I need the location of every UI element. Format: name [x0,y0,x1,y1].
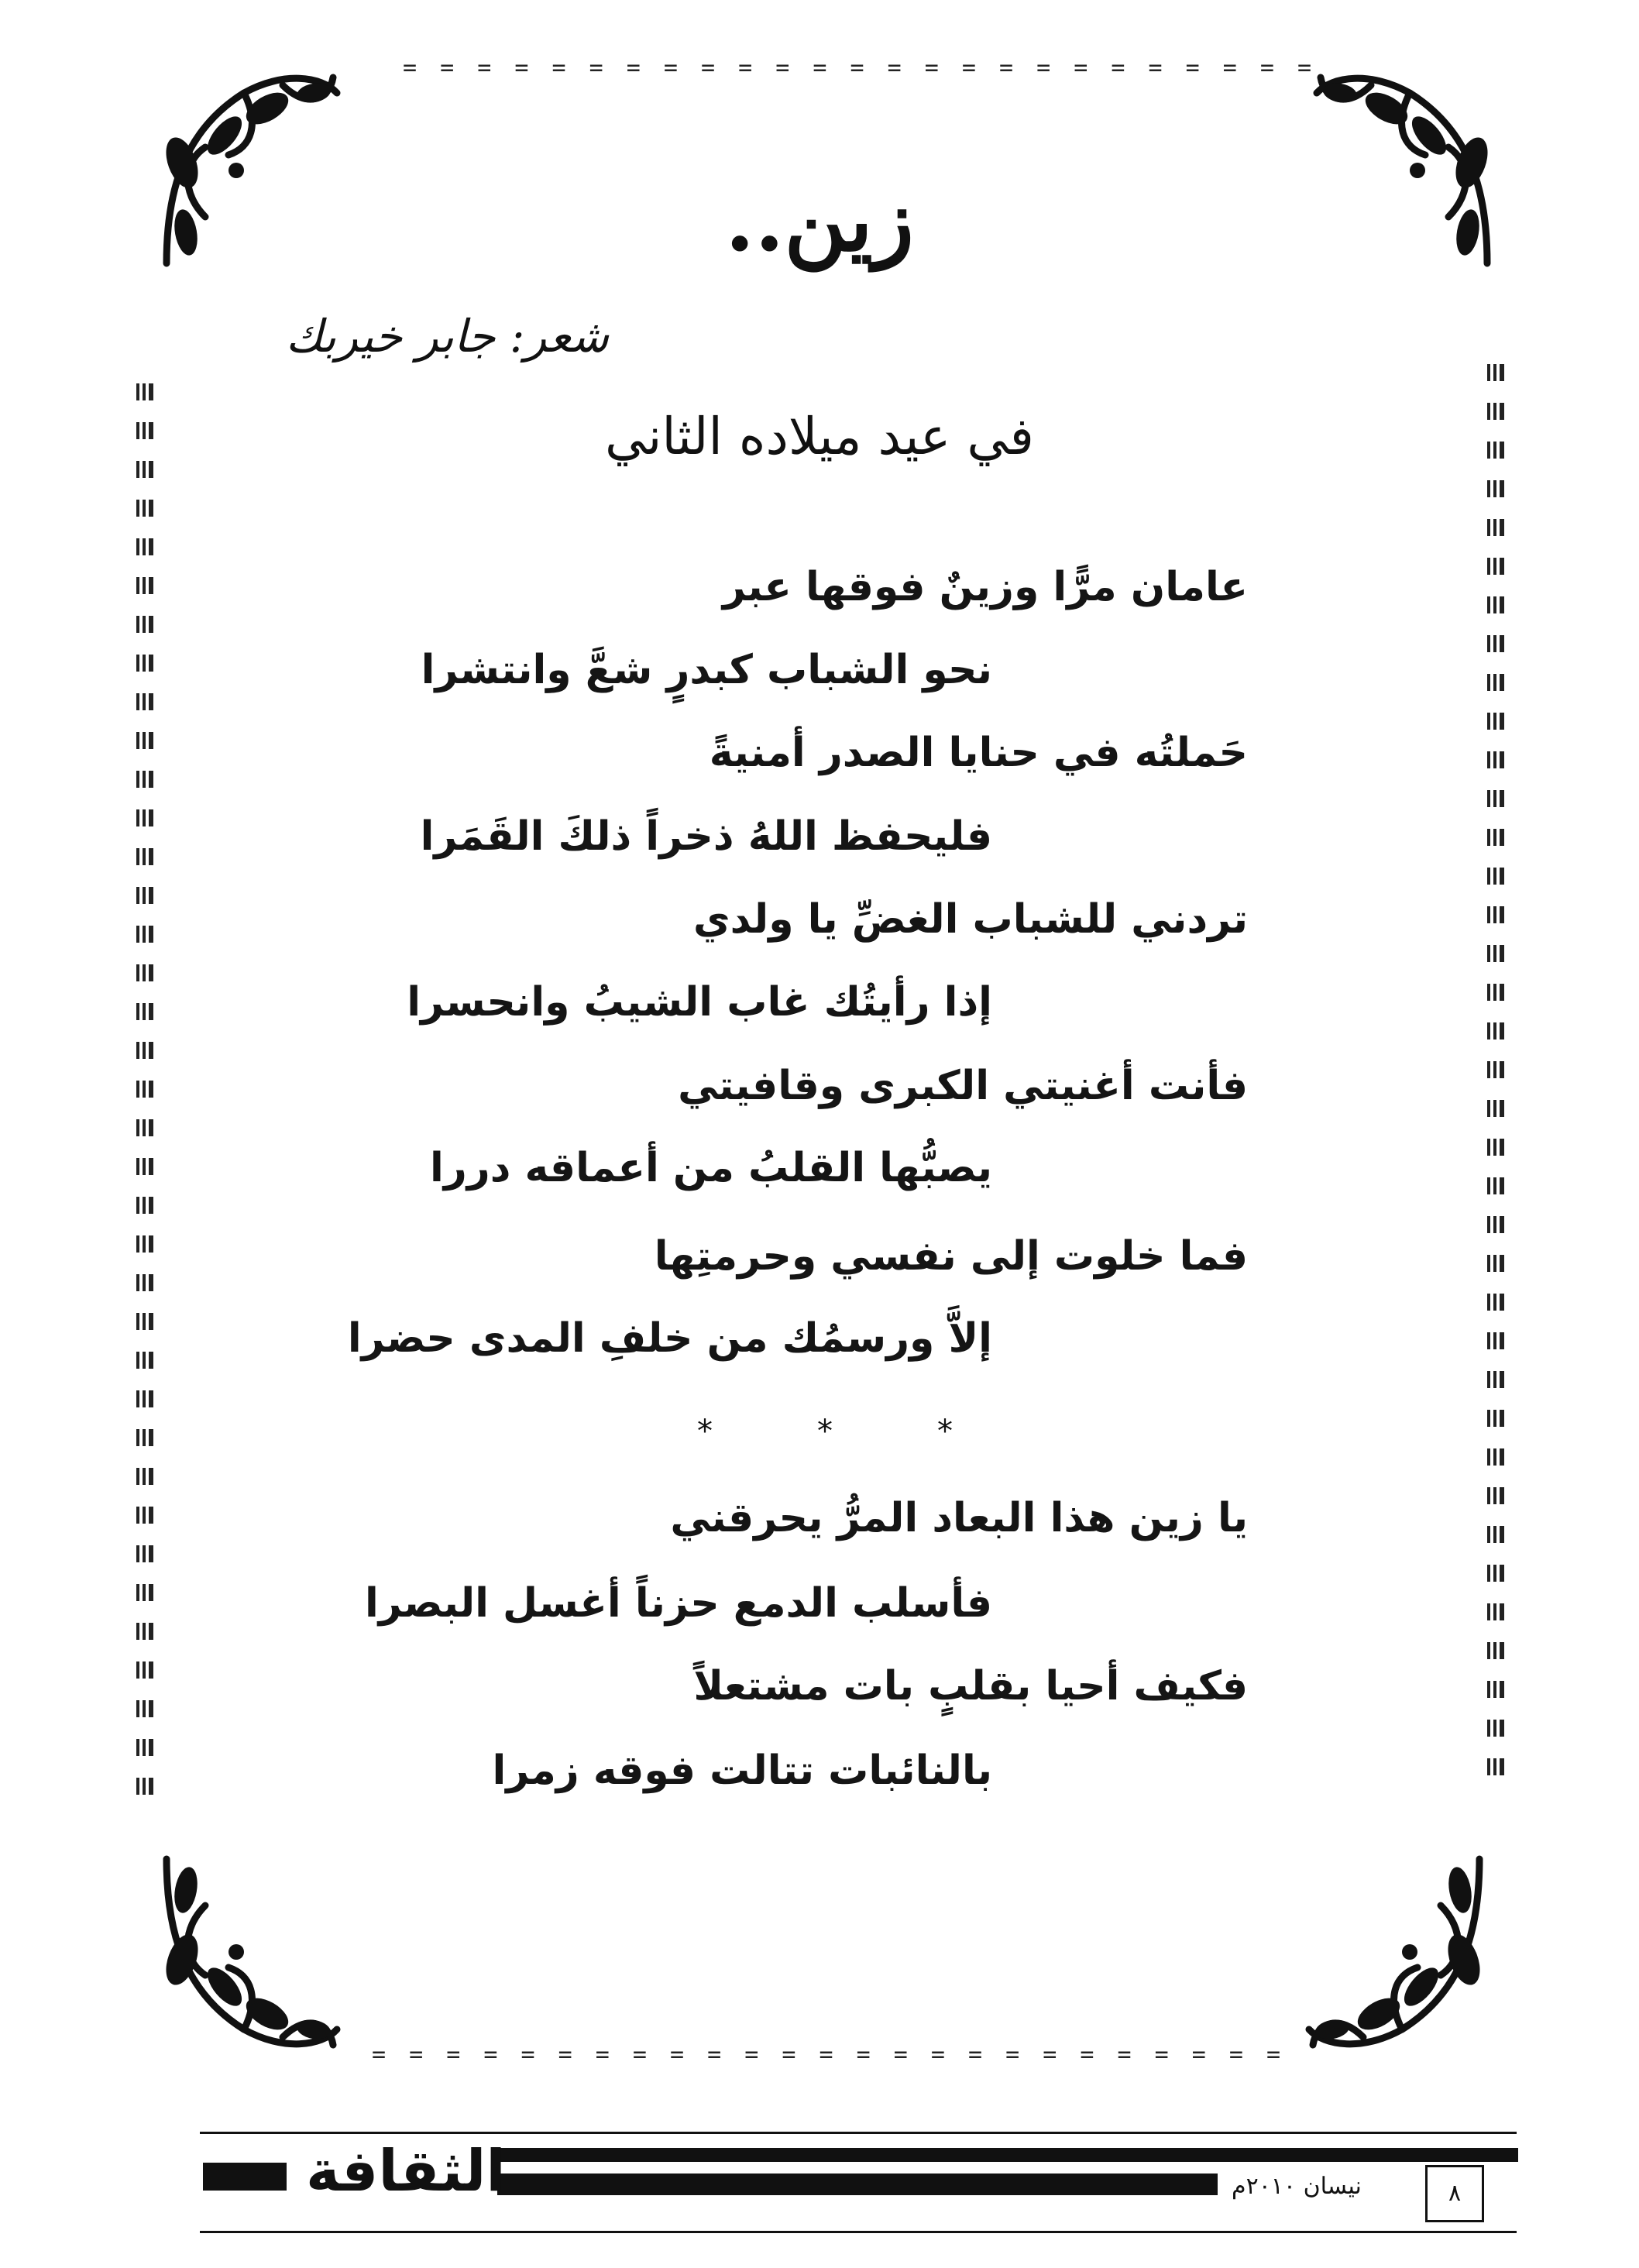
right-side-border [1487,364,1504,1782]
verse-4-second-hemistich: يصبُّها القلبُ من أعماقه دررا [430,1145,992,1191]
footer-rule-thin [200,2132,1517,2134]
verse-6-second-hemistich: فأسلب الدمع حزناً أغسل البصرا [364,1580,992,1627]
stanza-separator [697,1414,953,1449]
verse-5-first-hemistich: فما خلوت إلى نفسي وحرمتِها [654,1233,1248,1280]
verse-6-first-hemistich: يا زين هذا البعاد المرُّ يحرقني [670,1495,1248,1541]
verse-7-first-hemistich: فكيف أحيا بقلبٍ بات مشتعلاً [693,1663,1248,1710]
bottom-left-ornament-icon [151,1844,345,2060]
verse-2-first-hemistich: حَملتُه في حنايا الصدر أمنيةً [709,730,1248,776]
verse-1-first-hemistich: عامان مرًّا وزينٌ فوقها عبر [722,564,1248,610]
verse-5-second-hemistich: إلاَّ ورسمُك من خلفِ المدى حضرا [347,1315,992,1362]
separator-star: * [697,1414,713,1449]
poet-credit: شعر: جابر خيربك [285,310,609,363]
issue-date: نيسان ٢٠١٠م [1232,2173,1362,2200]
verse-1-second-hemistich: نحو الشباب كبدرٍ شعَّ وانتشرا [421,647,992,693]
bottom-dashed-rule: = = = = = = = = = = = = = = = = = = = = = = = = = [372,2041,1286,2068]
verse-7-second-hemistich: بالنائبات تتالت فوقه زمرا [492,1747,992,1794]
footer-rule-main-bar-lower [497,2174,1218,2195]
verse-4-first-hemistich: فأنت أغنيتي الكبرى وقافيتي [678,1063,1248,1109]
top-dashed-rule: = = = = = = = = = = = = = = = = = = = = = = = = = [403,54,1317,81]
bottom-right-ornament-icon [1301,1844,1495,2060]
magazine-logo: الثقافة [306,2138,506,2204]
verse-3-first-hemistich: تردني للشباب الغضِّ يا ولدي [692,896,1248,943]
footer-rule-bottom [200,2231,1517,2233]
separator-star: * [937,1414,953,1449]
left-side-border [136,383,153,1801]
poem-title: زين.. [724,170,915,270]
footer-rule-left-block [203,2163,287,2191]
poem-subtitle: في عيد ميلاده الثاني [605,407,1034,466]
separator-star: * [817,1414,833,1449]
page-number: ٨ [1425,2165,1484,2222]
verse-2-second-hemistich: فليحفظ اللهُ ذخراً ذلكَ القَمَرا [420,813,992,860]
verse-3-second-hemistich: إذا رأيتُك غاب الشيبُ وانحسرا [407,979,992,1026]
footer-rule-main-bar [497,2148,1518,2162]
